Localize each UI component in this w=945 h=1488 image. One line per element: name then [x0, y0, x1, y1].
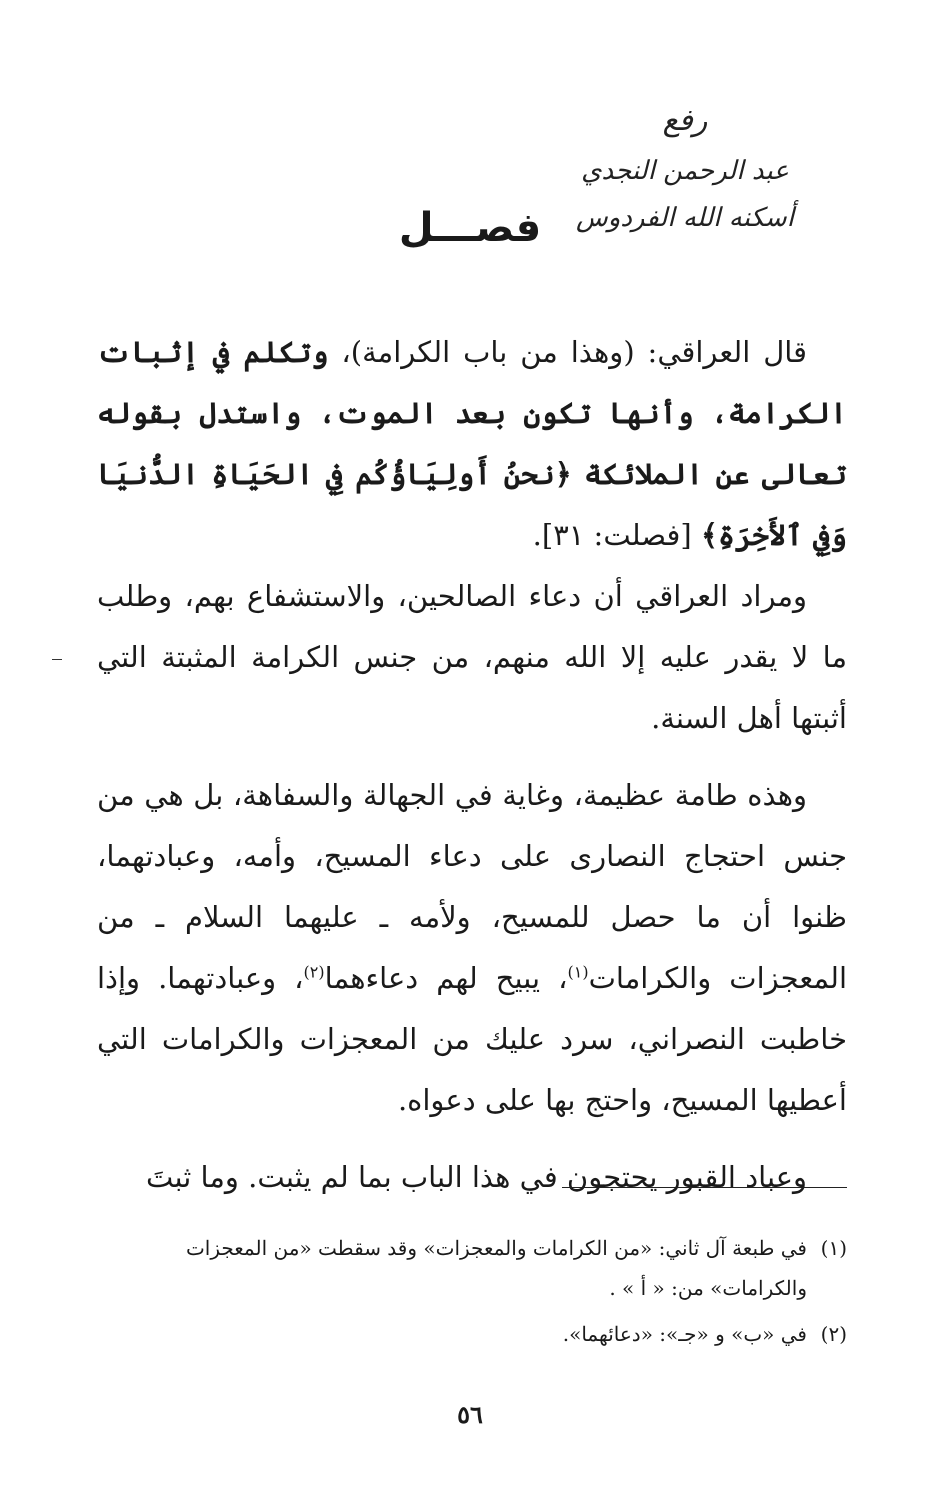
p3-run-3: ، وعبادتهما. وإذا خاطبت النصراني، سرد عليك من المعجزات والكرامات التي أعطيها المسيح، واحتج بها على دعواه.: [97, 961, 847, 1117]
paragraph-3: [97, 765, 847, 1131]
footnote-2-number: (٢): [820, 1322, 847, 1346]
footnote-1: [97, 1228, 847, 1308]
stamp-line-1: رفع: [662, 103, 708, 138]
page-number: ٥٦: [457, 1400, 483, 1429]
footnotes: [97, 1228, 847, 1354]
footnote-2: [97, 1314, 847, 1354]
paragraph-2: ومراد العراقي أن دعاء الصالحين، والاستشفاع بهم، وطلب ما لا يقدر عليه إلا الله منهم، من جنس الكرامة المثبتة التي أثبتها أهل السنة.: [97, 579, 847, 735]
footnote-1-number: (١): [820, 1236, 847, 1260]
chapter-title: فصـــل: [398, 205, 542, 251]
footnote-ref-1[interactable]: (١): [567, 962, 589, 982]
p1-run-2: وهذا من باب الكرامة: [362, 335, 624, 369]
paragraph-1: [97, 322, 847, 566]
stamp-line-3: أسكنه الله الفردوس: [576, 203, 794, 233]
stamp-line-2: عبد الرحمن النجدي: [581, 156, 789, 186]
footnote-divider: [562, 1187, 847, 1188]
paragraph-4: وعباد القبور يحتجون في هذا الباب بما لم يثبت. وما ثبتَ: [146, 1160, 807, 1194]
p1-run-5: [فصلت: ٣١].: [532, 518, 701, 552]
calligraphy-stamp: [565, 95, 805, 275]
margin-mark: [52, 659, 62, 660]
p1-run-4: وتكلم في إثبات الكرامة، وأنها تكون بعد الموت، واستدل بقوله تعالى عن الملائكة ﴿نحنُ أَولِيَاؤُكُم فِي الحَيَاةِ الدُّنيَا وَفِي ٱلأَخِرَةِ﴾: [97, 335, 847, 552]
p3-run-1: وهذه طامة عظيمة، وغاية في الجهالة والسفاهة، بل هي من جنس احتجاج النصارى على دعاء المسيح، وأمه، وعبادتهما، ظنوا أن ما حصل للمسيح، ولأمه ـ عليهما السلام ـ من المعجزات والكرامات: [97, 778, 847, 995]
p1-run-1: قال العراقي: (: [623, 335, 807, 369]
footnote-ref-2[interactable]: (٢): [303, 962, 325, 982]
p1-run-3: )،: [328, 335, 363, 369]
p3-run-2: ، يبيح لهم دعاءهما: [324, 961, 568, 995]
footnote-1-text: في طبعة آل ثاني: «من الكرامات والمعجزات» وقد سقطت «من المعجزات والكرامات» من: « أ » .: [185, 1236, 807, 1300]
main-text: [97, 322, 847, 1208]
footnote-2-text: في «ب» و «جـ»: «دعائهما».: [562, 1322, 807, 1346]
